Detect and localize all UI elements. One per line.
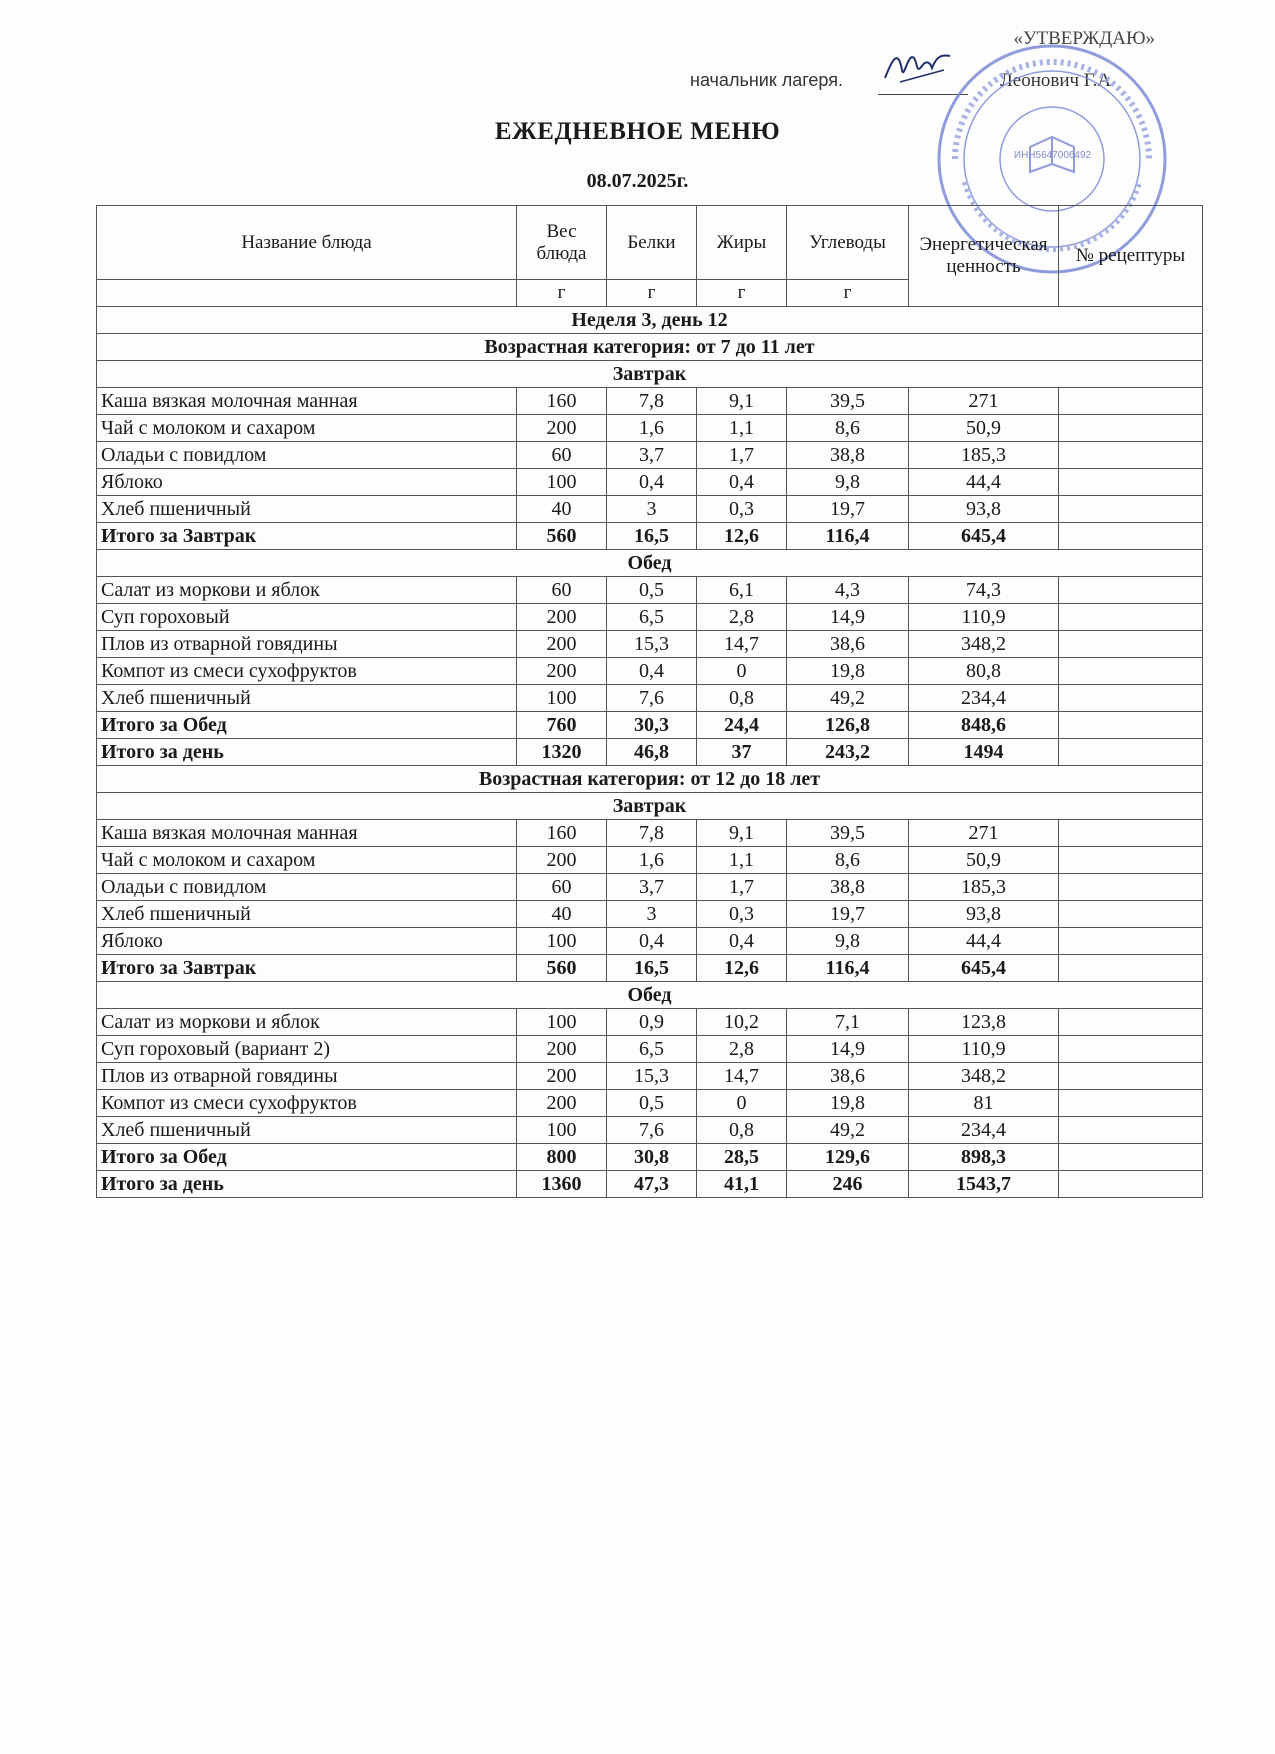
cell-recipe <box>1059 631 1203 658</box>
cell-carbs: 49,2 <box>787 685 909 712</box>
cell-weight: 60 <box>517 442 607 469</box>
cell-weight: 100 <box>517 469 607 496</box>
header-unit-carbs: г <box>787 280 909 307</box>
cell-protein: 1,6 <box>607 415 697 442</box>
table-row <box>97 415 1203 442</box>
table-row <box>97 928 1203 955</box>
cell-protein: 7,8 <box>607 820 697 847</box>
cell-carbs: 38,8 <box>787 442 909 469</box>
cell-fat: 0,8 <box>697 1117 787 1144</box>
cell-weight: 100 <box>517 685 607 712</box>
meal-label: Обед <box>97 550 1203 577</box>
cell-protein: 3,7 <box>607 874 697 901</box>
meal-total-row <box>97 712 1203 739</box>
cell-name: Хлеб пшеничный <box>97 1117 517 1144</box>
table-row <box>97 658 1203 685</box>
cell-energy: 185,3 <box>909 442 1059 469</box>
cell-weight: 200 <box>517 631 607 658</box>
cell-protein: 15,3 <box>607 631 697 658</box>
meal-total-row <box>97 1144 1203 1171</box>
cell-weight: 60 <box>517 577 607 604</box>
cell-carbs: 14,9 <box>787 1036 909 1063</box>
cell-energy: 1494 <box>909 739 1059 766</box>
header-fat: Жиры <box>697 206 787 280</box>
cell-recipe <box>1059 1117 1203 1144</box>
cell-fat: 12,6 <box>697 955 787 982</box>
cell-carbs: 9,8 <box>787 469 909 496</box>
cell-carbs: 38,6 <box>787 1063 909 1090</box>
cell-carbs: 246 <box>787 1171 909 1198</box>
cell-carbs: 8,6 <box>787 415 909 442</box>
cell-recipe <box>1059 415 1203 442</box>
cell-protein: 47,3 <box>607 1171 697 1198</box>
cell-carbs: 49,2 <box>787 1117 909 1144</box>
cell-recipe <box>1059 820 1203 847</box>
cell-weight: 1320 <box>517 739 607 766</box>
cell-carbs: 38,8 <box>787 874 909 901</box>
meal-label: Обед <box>97 982 1203 1009</box>
cell-carbs: 243,2 <box>787 739 909 766</box>
cell-name: Итого за Завтрак <box>97 523 517 550</box>
cell-carbs: 19,7 <box>787 901 909 928</box>
cell-fat: 1,7 <box>697 442 787 469</box>
cell-carbs: 14,9 <box>787 604 909 631</box>
cell-protein: 0,5 <box>607 1090 697 1117</box>
cell-recipe <box>1059 1036 1203 1063</box>
cell-energy: 645,4 <box>909 523 1059 550</box>
cell-fat: 0,4 <box>697 928 787 955</box>
age-category-label-row <box>97 766 1203 793</box>
cell-energy: 348,2 <box>909 1063 1059 1090</box>
cell-name: Каша вязкая молочная манная <box>97 820 517 847</box>
day-total-row <box>97 1171 1203 1198</box>
cell-protein: 0,4 <box>607 928 697 955</box>
table-row <box>97 874 1203 901</box>
cell-weight: 60 <box>517 874 607 901</box>
cell-fat: 10,2 <box>697 1009 787 1036</box>
cell-name: Салат из моркови и яблок <box>97 1009 517 1036</box>
cell-protein: 7,8 <box>607 388 697 415</box>
cell-carbs: 38,6 <box>787 631 909 658</box>
cell-weight: 800 <box>517 1144 607 1171</box>
cell-recipe <box>1059 712 1203 739</box>
cell-carbs: 39,5 <box>787 388 909 415</box>
cell-fat: 1,7 <box>697 874 787 901</box>
cell-carbs: 8,6 <box>787 847 909 874</box>
meal-total-row <box>97 955 1203 982</box>
table-row <box>97 1063 1203 1090</box>
cell-recipe <box>1059 955 1203 982</box>
table-row <box>97 631 1203 658</box>
cell-recipe <box>1059 685 1203 712</box>
cell-fat: 0,8 <box>697 685 787 712</box>
cell-recipe <box>1059 604 1203 631</box>
cell-weight: 200 <box>517 1090 607 1117</box>
cell-protein: 0,4 <box>607 469 697 496</box>
cell-energy: 271 <box>909 388 1059 415</box>
cell-protein: 1,6 <box>607 847 697 874</box>
header-unit-protein: г <box>607 280 697 307</box>
table-row <box>97 388 1203 415</box>
cell-name: Суп гороховый <box>97 604 517 631</box>
cell-fat: 1,1 <box>697 847 787 874</box>
week-row: Неделя 3, день 12 <box>97 307 1203 334</box>
cell-fat: 14,7 <box>697 631 787 658</box>
table-row <box>97 604 1203 631</box>
meal-total-row <box>97 523 1203 550</box>
meal-label-row <box>97 793 1203 820</box>
cell-carbs: 7,1 <box>787 1009 909 1036</box>
cell-energy: 74,3 <box>909 577 1059 604</box>
seal-inn-text: ИНН5647006492 <box>1013 150 1092 161</box>
cell-fat: 6,1 <box>697 577 787 604</box>
cell-name: Яблоко <box>97 928 517 955</box>
cell-recipe <box>1059 1144 1203 1171</box>
cell-recipe <box>1059 388 1203 415</box>
cell-weight: 200 <box>517 604 607 631</box>
header-carbs: Углеводы <box>787 206 909 280</box>
cell-name: Итого за Обед <box>97 1144 517 1171</box>
cell-recipe <box>1059 1171 1203 1198</box>
header-protein: Белки <box>607 206 697 280</box>
cell-carbs: 4,3 <box>787 577 909 604</box>
cell-weight: 100 <box>517 1009 607 1036</box>
age-category-label: Возрастная категория: от 7 до 11 лет <box>97 334 1203 361</box>
cell-carbs: 19,8 <box>787 1090 909 1117</box>
table-row <box>97 496 1203 523</box>
cell-weight: 560 <box>517 523 607 550</box>
cell-protein: 3,7 <box>607 442 697 469</box>
cell-name: Суп гороховый (вариант 2) <box>97 1036 517 1063</box>
header-weight: Вес блюда <box>517 206 607 280</box>
cell-fat: 0 <box>697 658 787 685</box>
cell-name: Компот из смеси сухофруктов <box>97 658 517 685</box>
table-row <box>97 1009 1203 1036</box>
cell-protein: 46,8 <box>607 739 697 766</box>
cell-name: Оладьи с повидлом <box>97 874 517 901</box>
header-unit-fat: г <box>697 280 787 307</box>
cell-name: Хлеб пшеничный <box>97 496 517 523</box>
cell-recipe <box>1059 1063 1203 1090</box>
cell-carbs: 126,8 <box>787 712 909 739</box>
cell-name: Каша вязкая молочная манная <box>97 388 517 415</box>
cell-energy: 1543,7 <box>909 1171 1059 1198</box>
cell-weight: 200 <box>517 1036 607 1063</box>
cell-recipe <box>1059 442 1203 469</box>
approval-title: «УТВЕРЖДАЮ» <box>1013 28 1155 49</box>
approver-position: начальник лагеря. <box>690 70 843 90</box>
cell-recipe <box>1059 1090 1203 1117</box>
table-row <box>97 820 1203 847</box>
cell-energy: 81 <box>909 1090 1059 1117</box>
page-title: ЕЖЕДНЕВНОЕ МЕНЮ <box>494 118 781 145</box>
table-row <box>97 901 1203 928</box>
cell-fat: 2,8 <box>697 604 787 631</box>
cell-recipe <box>1059 739 1203 766</box>
cell-carbs: 19,8 <box>787 658 909 685</box>
cell-name: Плов из отварной говядины <box>97 1063 517 1090</box>
cell-fat: 28,5 <box>697 1144 787 1171</box>
table-row <box>97 442 1203 469</box>
header-recipe: № рецептуры <box>1059 206 1203 307</box>
cell-name: Итого за день <box>97 739 517 766</box>
meal-label-row <box>97 361 1203 388</box>
cell-energy: 110,9 <box>909 604 1059 631</box>
cell-weight: 200 <box>517 658 607 685</box>
cell-recipe <box>1059 496 1203 523</box>
cell-carbs: 116,4 <box>787 523 909 550</box>
cell-name: Итого за Обед <box>97 712 517 739</box>
cell-weight: 40 <box>517 901 607 928</box>
cell-energy: 348,2 <box>909 631 1059 658</box>
cell-energy: 898,3 <box>909 1144 1059 1171</box>
meal-label-row <box>97 982 1203 1009</box>
cell-name: Итого за Завтрак <box>97 955 517 982</box>
cell-energy: 93,8 <box>909 496 1059 523</box>
cell-weight: 1360 <box>517 1171 607 1198</box>
cell-weight: 200 <box>517 1063 607 1090</box>
cell-weight: 160 <box>517 388 607 415</box>
header-unit-empty <box>97 280 517 307</box>
cell-protein: 30,8 <box>607 1144 697 1171</box>
age-category-label: Возрастная категория: от 12 до 18 лет <box>97 766 1203 793</box>
table-row <box>97 1036 1203 1063</box>
cell-fat: 9,1 <box>697 820 787 847</box>
cell-recipe <box>1059 469 1203 496</box>
cell-carbs: 129,6 <box>787 1144 909 1171</box>
cell-energy: 645,4 <box>909 955 1059 982</box>
cell-protein: 3 <box>607 496 697 523</box>
cell-carbs: 9,8 <box>787 928 909 955</box>
cell-carbs: 39,5 <box>787 820 909 847</box>
cell-energy: 234,4 <box>909 1117 1059 1144</box>
cell-name: Хлеб пшеничный <box>97 901 517 928</box>
meal-label: Завтрак <box>97 361 1203 388</box>
cell-protein: 15,3 <box>607 1063 697 1090</box>
cell-protein: 0,9 <box>607 1009 697 1036</box>
cell-protein: 0,5 <box>607 577 697 604</box>
cell-protein: 6,5 <box>607 604 697 631</box>
cell-name: Чай с молоком и сахаром <box>97 847 517 874</box>
approver-name: Леонович Г.А <box>1000 70 1112 91</box>
cell-energy: 44,4 <box>909 469 1059 496</box>
cell-protein: 6,5 <box>607 1036 697 1063</box>
cell-weight: 560 <box>517 955 607 982</box>
cell-fat: 1,1 <box>697 415 787 442</box>
cell-energy: 110,9 <box>909 1036 1059 1063</box>
cell-name: Компот из смеси сухофруктов <box>97 1090 517 1117</box>
meal-label-row <box>97 550 1203 577</box>
cell-energy: 848,6 <box>909 712 1059 739</box>
cell-energy: 123,8 <box>909 1009 1059 1036</box>
cell-energy: 50,9 <box>909 415 1059 442</box>
cell-weight: 760 <box>517 712 607 739</box>
cell-weight: 160 <box>517 820 607 847</box>
cell-weight: 40 <box>517 496 607 523</box>
cell-weight: 200 <box>517 415 607 442</box>
cell-fat: 14,7 <box>697 1063 787 1090</box>
cell-fat: 12,6 <box>697 523 787 550</box>
cell-name: Чай с молоком и сахаром <box>97 415 517 442</box>
cell-fat: 2,8 <box>697 1036 787 1063</box>
menu-table <box>96 205 1203 1198</box>
cell-recipe <box>1059 658 1203 685</box>
cell-name: Оладьи с повидлом <box>97 442 517 469</box>
meal-label: Завтрак <box>97 793 1203 820</box>
header-energy: Энергетическая ценность <box>909 206 1059 307</box>
cell-name: Итого за день <box>97 1171 517 1198</box>
cell-weight: 100 <box>517 928 607 955</box>
header-dish-name: Название блюда <box>97 206 517 280</box>
cell-recipe <box>1059 523 1203 550</box>
cell-protein: 3 <box>607 901 697 928</box>
cell-recipe <box>1059 1009 1203 1036</box>
cell-protein: 30,3 <box>607 712 697 739</box>
cell-energy: 44,4 <box>909 928 1059 955</box>
table-row <box>97 847 1203 874</box>
cell-recipe <box>1059 901 1203 928</box>
cell-recipe <box>1059 928 1203 955</box>
cell-recipe <box>1059 874 1203 901</box>
cell-name: Хлеб пшеничный <box>97 685 517 712</box>
cell-fat: 0,3 <box>697 496 787 523</box>
header-unit-weight: г <box>517 280 607 307</box>
cell-carbs: 116,4 <box>787 955 909 982</box>
cell-fat: 0 <box>697 1090 787 1117</box>
cell-fat: 0,3 <box>697 901 787 928</box>
cell-weight: 100 <box>517 1117 607 1144</box>
cell-name: Салат из моркови и яблок <box>97 577 517 604</box>
menu-body <box>97 307 1203 1198</box>
cell-fat: 0,4 <box>697 469 787 496</box>
cell-protein: 16,5 <box>607 955 697 982</box>
table-row <box>97 685 1203 712</box>
cell-energy: 50,9 <box>909 847 1059 874</box>
cell-energy: 80,8 <box>909 658 1059 685</box>
cell-carbs: 19,7 <box>787 496 909 523</box>
table-row <box>97 577 1203 604</box>
menu-date: 08.07.2025г. <box>586 170 689 192</box>
table-row <box>97 1117 1203 1144</box>
cell-name: Плов из отварной говядины <box>97 631 517 658</box>
cell-recipe <box>1059 577 1203 604</box>
cell-recipe <box>1059 847 1203 874</box>
cell-fat: 37 <box>697 739 787 766</box>
cell-energy: 271 <box>909 820 1059 847</box>
day-total-row <box>97 739 1203 766</box>
age-category-label-row <box>97 334 1203 361</box>
cell-energy: 185,3 <box>909 874 1059 901</box>
table-row <box>97 469 1203 496</box>
cell-energy: 234,4 <box>909 685 1059 712</box>
cell-protein: 0,4 <box>607 658 697 685</box>
table-row <box>97 1090 1203 1117</box>
cell-protein: 16,5 <box>607 523 697 550</box>
cell-protein: 7,6 <box>607 685 697 712</box>
cell-name: Яблоко <box>97 469 517 496</box>
cell-fat: 24,4 <box>697 712 787 739</box>
cell-fat: 9,1 <box>697 388 787 415</box>
cell-weight: 200 <box>517 847 607 874</box>
cell-energy: 93,8 <box>909 901 1059 928</box>
cell-fat: 41,1 <box>697 1171 787 1198</box>
cell-protein: 7,6 <box>607 1117 697 1144</box>
